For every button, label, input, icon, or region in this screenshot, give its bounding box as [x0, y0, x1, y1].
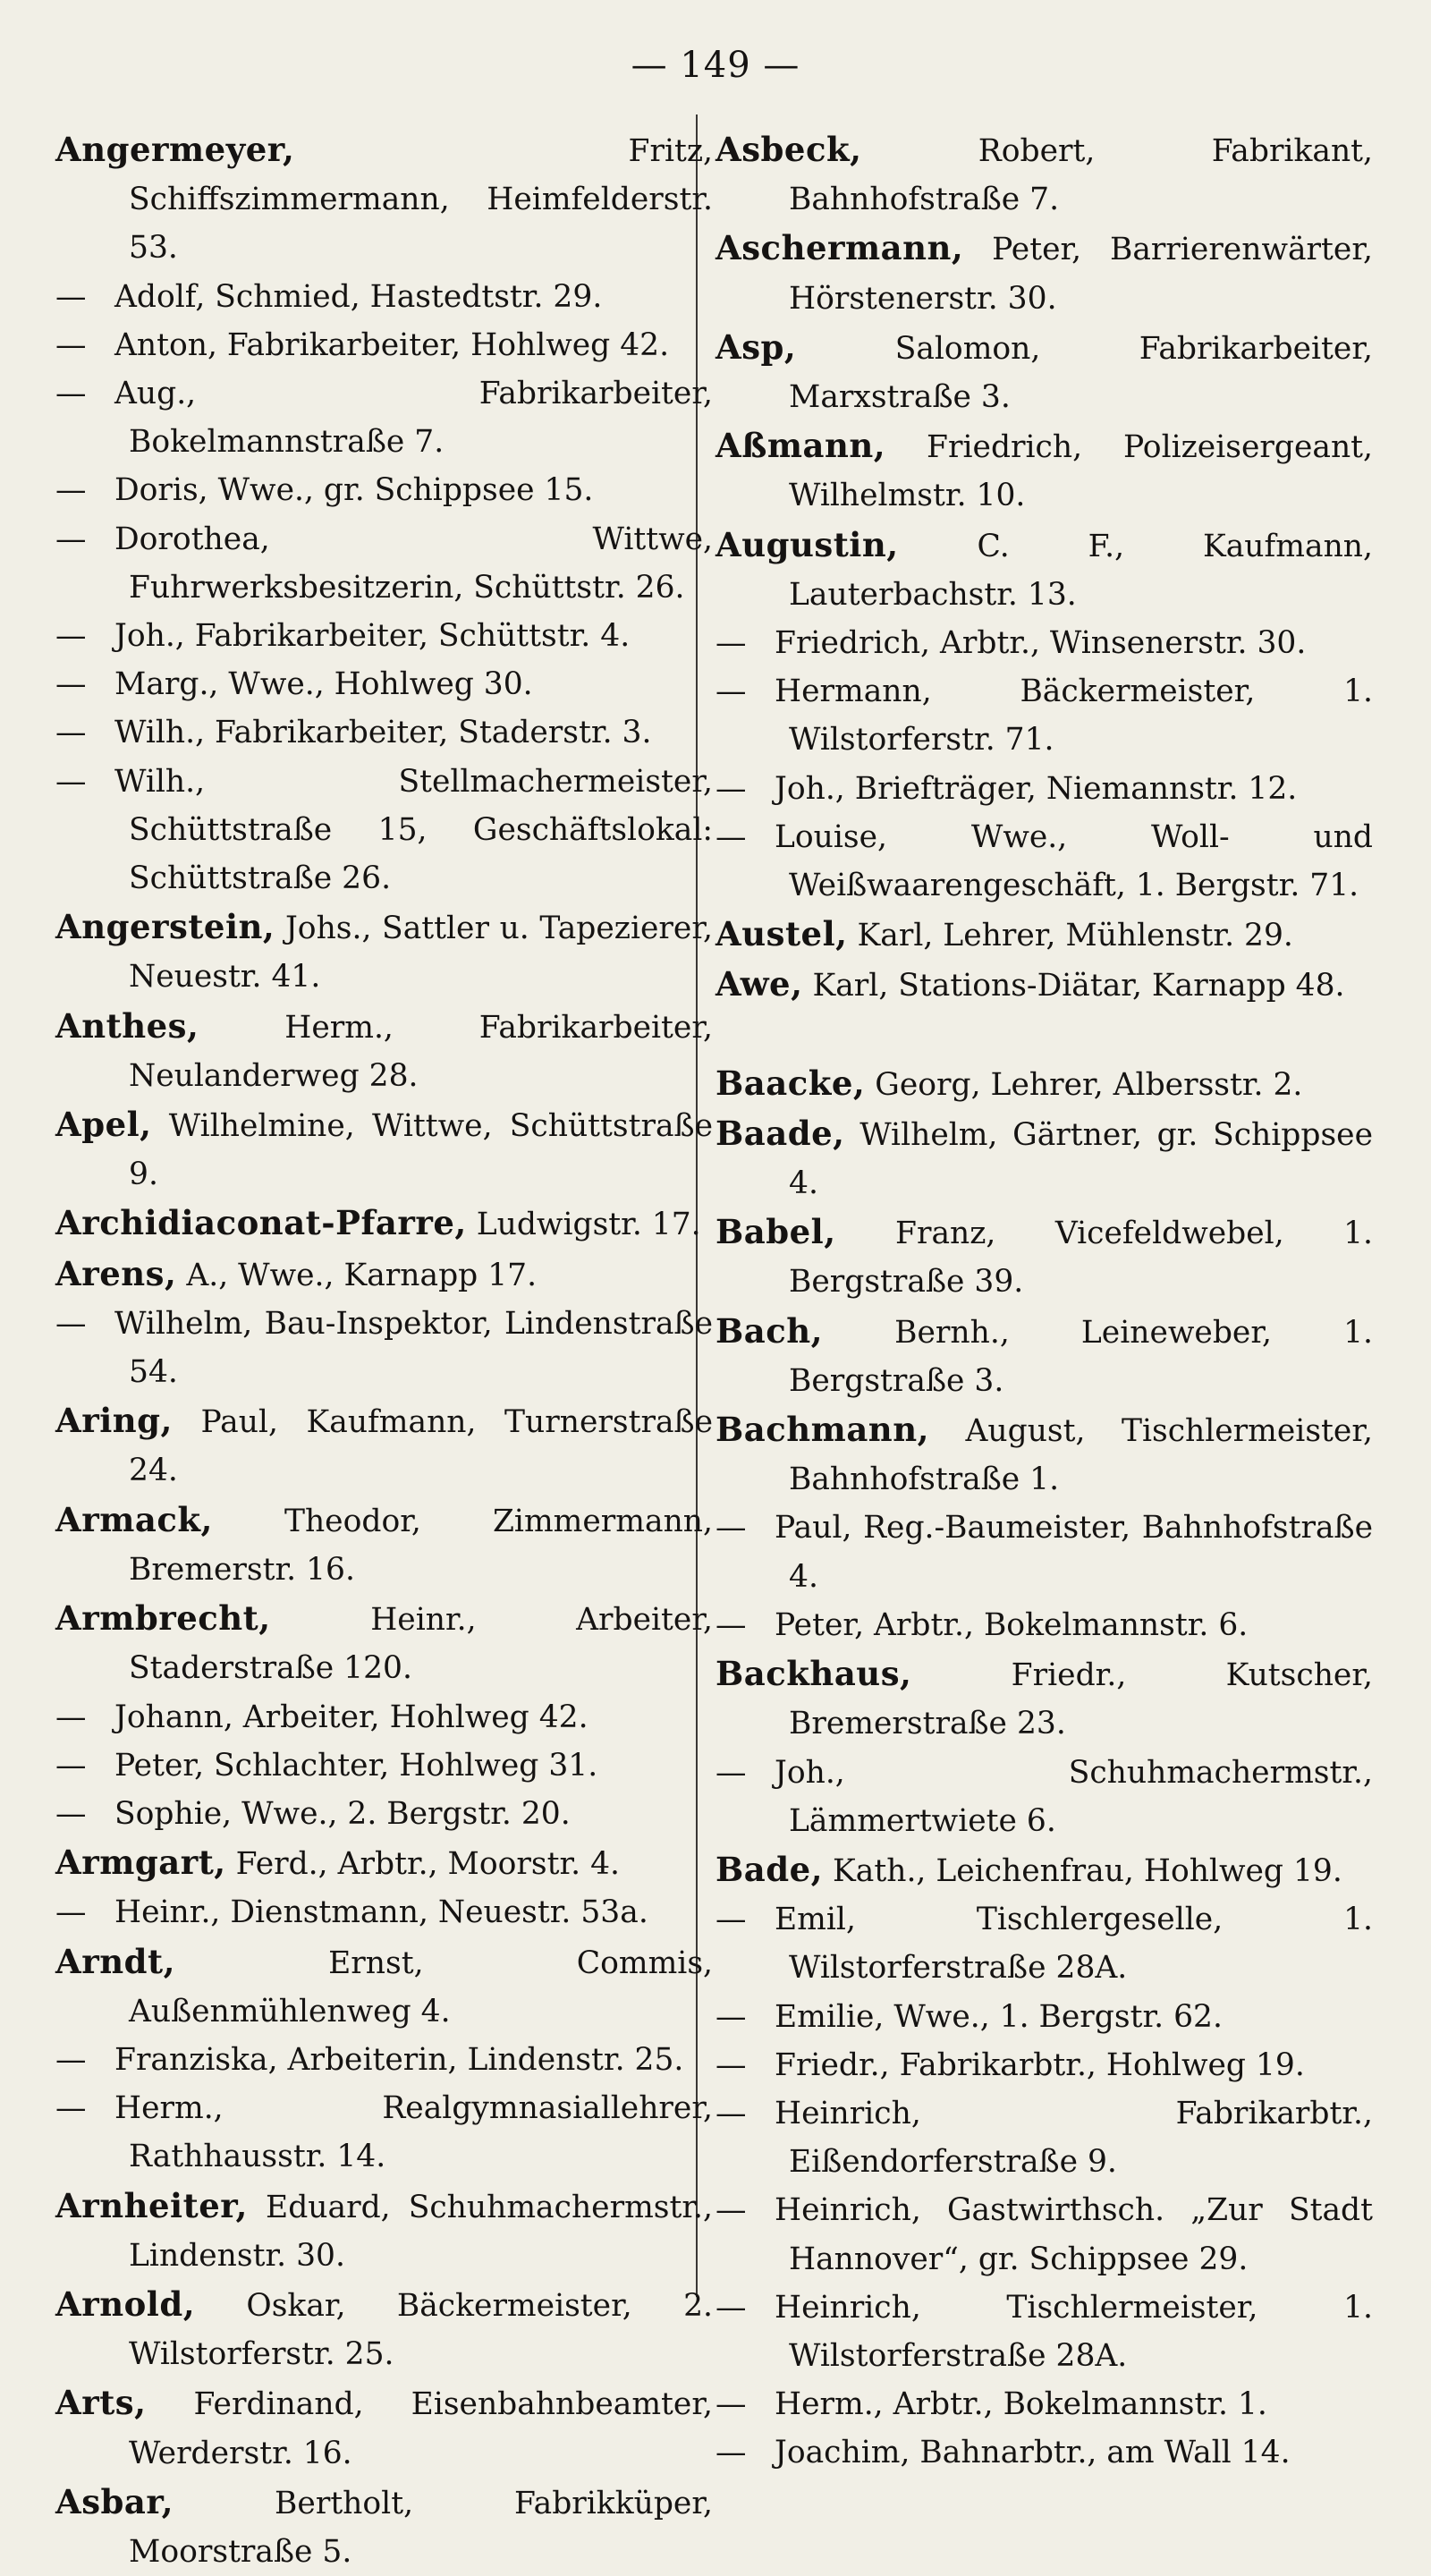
entry-surname: Angerstein,: [55, 907, 275, 947]
entry-details: Friedr., Kutscher, Bremerstraße 23.: [789, 1657, 1373, 1742]
entry-details: Paul, Kaufmann, Turnerstraße 24.: [129, 1404, 713, 1489]
ditto-dash: —: [716, 2386, 747, 2423]
ditto-dash: —: [55, 278, 87, 315]
directory-entry: [55, 1937, 713, 2036]
ditto-dash: —: [716, 625, 747, 662]
entry-details: Wilhelmine, Wittwe, Schüttstraße 9.: [129, 1108, 713, 1193]
entry-details: Ernst, Commis, Außenmühlenweg 4.: [129, 1945, 713, 2029]
entry-details: Johs., Sattler u. Tapezierer, Neuestr. 41.: [129, 911, 713, 996]
entry-surname: Augustin,: [716, 524, 899, 564]
entry-surname: Apel,: [55, 1105, 152, 1145]
directory-entry: [55, 1838, 713, 1888]
directory-subentry: [55, 660, 713, 708]
directory-entry: [716, 323, 1373, 421]
directory-entry: [716, 125, 1373, 224]
ditto-dash: —: [55, 326, 87, 363]
directory-entry: [716, 1845, 1373, 1895]
entry-details: Wilhelm, Bau-Inspektor, Lindenstraße 54.: [114, 1305, 713, 1391]
entry-details: Emilie, Wwe., 1. Bergstr. 62.: [775, 1998, 1223, 2035]
ditto-dash: —: [55, 2041, 87, 2078]
directory-subentry: [55, 369, 713, 466]
ditto-dash: —: [716, 2192, 747, 2229]
entry-details: Sophie, Wwe., 2. Bergstr. 20.: [114, 1795, 571, 1832]
ditto-dash: —: [55, 1795, 87, 1832]
entry-details: Wilhelm, Gärtner, gr. Schippsee 4.: [789, 1116, 1373, 1202]
directory-subentry: [55, 273, 713, 321]
entry-details: Heinrich, Tischlermeister, 1. Wilstorferstraße 28A.: [775, 2289, 1373, 2374]
entry-details: Heinrich, Fabrikarbtr., Eißendorferstraße 9.: [775, 2095, 1373, 2181]
entry-details: Peter, Barrierenwärter, Hörstenerstr. 30.: [789, 232, 1373, 317]
directory-subentry: [55, 1790, 713, 1838]
directory-subentry: [716, 2186, 1373, 2283]
ditto-dash: —: [716, 2095, 747, 2131]
entry-details: Adolf, Schmied, Hastedtstr. 29.: [114, 278, 603, 315]
entry-details: Kath., Leichenfrau, Hohlweg 19.: [823, 1852, 1342, 1889]
entry-details: Karl, Lehrer, Mühlenstr. 29.: [847, 918, 1293, 954]
directory-subentry: [55, 758, 713, 903]
entry-details: Wilh., Fabrikarbeiter, Staderstr. 3.: [114, 715, 652, 751]
entry-details: Louise, Wwe., Woll- und Weißwaarengeschäft, 1. Bergstr. 71.: [775, 818, 1373, 904]
directory-entry: [716, 1405, 1373, 1504]
entry-surname: Asbar,: [55, 2481, 174, 2521]
ditto-dash: —: [55, 1747, 87, 1784]
entry-details: Heinrich, Gastwirthsch. „Zur Stadt Hannover“, gr. Schippsee 29.: [775, 2192, 1373, 2277]
entry-details: Franziska, Arbeiterin, Lindenstr. 25.: [114, 2041, 684, 2078]
directory-entry: [716, 421, 1373, 520]
directory-entry: [716, 1208, 1373, 1306]
directory-subentry: [716, 1895, 1373, 1992]
directory-entry: [55, 2280, 713, 2378]
ditto-dash: —: [716, 818, 747, 855]
directory-entry: [716, 1307, 1373, 1405]
ditto-dash: —: [55, 666, 87, 703]
ditto-dash: —: [55, 376, 87, 412]
ditto-dash: —: [716, 2289, 747, 2326]
entry-details: August, Tischlermeister, Bahnhofstraße 1.: [789, 1413, 1373, 1498]
directory-entry: [55, 1250, 713, 1300]
entry-details: Ludwigstr. 17.: [466, 1207, 701, 1243]
entry-surname: Arnheiter,: [55, 2185, 248, 2225]
entry-details: C. F., Kaufmann, Lauterbachstr. 13.: [789, 528, 1373, 613]
directory-entry: [55, 1100, 713, 1199]
left-column: [55, 125, 713, 2576]
page-number: — 149 —: [631, 45, 800, 86]
entry-surname: Asbeck,: [716, 130, 862, 169]
entry-details: Friedrich, Polizeisergeant, Wilhelmstr. 10.: [789, 429, 1373, 514]
entry-details: Karl, Stations-Diätar, Karnapp 48.: [802, 968, 1345, 1004]
ditto-dash: —: [55, 2090, 87, 2127]
entry-details: Johann, Arbeiter, Hohlweg 42.: [114, 1699, 588, 1735]
directory-entry: [716, 960, 1373, 1010]
directory-entry: [55, 125, 713, 273]
entry-details: Ferd., Arbtr., Moorstr. 4.: [225, 1846, 621, 1883]
ditto-dash: —: [55, 472, 87, 509]
entry-surname: Austel,: [716, 914, 848, 954]
entry-details: Joh., Briefträger, Niemannstr. 12.: [775, 770, 1298, 807]
directory-subentry: [716, 2284, 1373, 2380]
entry-surname: Aschermann,: [716, 228, 964, 268]
entry-surname: Angermeyer,: [55, 130, 295, 169]
ditto-dash: —: [716, 1606, 747, 1643]
entry-details: Friedr., Fabrikarbtr., Hohlweg 19.: [775, 2046, 1305, 2083]
entry-details: Franz, Vicefeldwebel, 1. Bergstraße 39.: [789, 1216, 1373, 1301]
directory-subentry: [716, 2089, 1373, 2186]
directory-entry: [55, 2478, 713, 2576]
entry-surname: Asp,: [716, 326, 797, 367]
directory-entry: [55, 902, 713, 1001]
entry-surname: Armack,: [55, 1499, 213, 1539]
entry-details: Heinr., Dienstmann, Neuestr. 53a.: [114, 1894, 648, 1931]
entry-surname: Backhaus,: [716, 1654, 912, 1694]
entry-surname: Babel,: [716, 1212, 836, 1252]
entry-surname: Arens,: [55, 1253, 177, 1293]
entry-details: Aug., Fabrikarbeiter, Bokelmannstraße 7.: [114, 376, 713, 461]
directory-subentry: [716, 1601, 1373, 1649]
directory-subentry: [716, 619, 1373, 667]
directory-subentry: [716, 2041, 1373, 2089]
entry-surname: Bachmann,: [716, 1410, 929, 1450]
directory-entry: [55, 1496, 713, 1594]
directory-subentry: [55, 466, 713, 514]
directory-subentry: [716, 2380, 1373, 2428]
entry-details: Emil, Tischlergeselle, 1. Wilstorferstraße 28A.: [775, 1902, 1373, 1987]
entry-details: Hermann, Bäckermeister, 1. Wilstorferstr. 71.: [775, 674, 1373, 758]
ditto-dash: —: [55, 763, 87, 800]
entry-surname: Bade,: [716, 1849, 824, 1889]
section-gap: [716, 1011, 1373, 1059]
entry-details: Eduard, Schuhmachermstr., Lindenstr. 30.: [129, 2189, 713, 2274]
ditto-dash: —: [716, 1902, 747, 1938]
entry-details: Joh., Schuhmachermstr., Lämmertwiete 6.: [775, 1754, 1373, 1839]
entry-details: Salomon, Fabrikarbeiter, Marxstraße 3.: [789, 330, 1373, 416]
directory-subentry: [55, 1300, 713, 1396]
entry-surname: Arnold,: [55, 2284, 196, 2324]
entry-surname: Aring,: [55, 1401, 173, 1441]
entry-details: Paul, Reg.-Baumeister, Bahnhofstraße 4.: [775, 1510, 1373, 1595]
ditto-dash: —: [55, 1305, 87, 1342]
entry-surname: Arndt,: [55, 1941, 175, 1981]
ditto-dash: —: [716, 770, 747, 807]
directory-subentry: [55, 612, 713, 660]
entry-surname: Anthes,: [55, 1005, 199, 1046]
directory-subentry: [716, 765, 1373, 813]
entry-surname: Armbrecht,: [55, 1598, 271, 1639]
entry-surname: Baacke,: [716, 1063, 866, 1103]
entry-details: Doris, Wwe., gr. Schippsee 15.: [114, 472, 594, 509]
ditto-dash: —: [55, 715, 87, 751]
ditto-dash: —: [716, 1998, 747, 2035]
ditto-dash: —: [716, 1754, 747, 1791]
directory-entry: [55, 1199, 713, 1249]
entry-details: Herm., Arbtr., Bokelmannstr. 1.: [775, 2386, 1267, 2423]
directory-entry: [716, 521, 1373, 619]
entry-details: Fritz, Schiffszimmermann, Heimfelderstr. 53.: [129, 133, 713, 267]
directory-entry: [716, 1649, 1373, 1748]
entry-details: Anton, Fabrikarbeiter, Hohlweg 42.: [114, 326, 670, 363]
entry-details: Oskar, Bäckermeister, 2. Wilstorferstr. 25.: [129, 2287, 713, 2373]
entry-details: Wilh., Stellmachermeister, Schüttstraße 15, Geschäftslokal: Schüttstraße 26.: [114, 763, 713, 897]
entry-details: Peter, Arbtr., Bokelmannstr. 6.: [775, 1606, 1249, 1643]
entry-surname: Aßmann,: [716, 426, 886, 466]
directory-subentry: [716, 1504, 1373, 1600]
directory-subentry: [55, 1693, 713, 1741]
directory-entry: [55, 1594, 713, 1692]
directory-subentry: [716, 1749, 1373, 1845]
directory-entry: [55, 1396, 713, 1495]
ditto-dash: —: [716, 2435, 747, 2471]
directory-subentry: [55, 2084, 713, 2181]
ditto-dash: —: [716, 674, 747, 710]
right-column: [716, 125, 1373, 2478]
directory-subentry: [716, 1993, 1373, 2041]
directory-entry: [55, 2182, 713, 2280]
directory-entry: [716, 910, 1373, 960]
ditto-dash: —: [55, 1699, 87, 1735]
entry-surname: Arts,: [55, 2383, 147, 2423]
entry-details: Herm., Realgymnasiallehrer, Rathhausstr. 14.: [114, 2090, 713, 2175]
ditto-dash: —: [55, 1894, 87, 1931]
directory-subentry: [55, 2036, 713, 2084]
directory-subentry: [55, 321, 713, 369]
ditto-dash: —: [55, 618, 87, 655]
entry-surname: Archidiaconat-Pfarre,: [55, 1203, 467, 1243]
directory-subentry: [716, 667, 1373, 764]
directory-subentry: [55, 1888, 713, 1936]
entry-details: Dorothea, Wittwe, Fuhrwerksbesitzerin, Schüttstr. 26.: [114, 521, 713, 606]
directory-subentry: [716, 813, 1373, 910]
entry-details: Peter, Schlachter, Hohlweg 31.: [114, 1747, 598, 1784]
entry-details: Theodor, Zimmermann, Bremerstr. 16.: [129, 1503, 713, 1588]
entry-details: Robert, Fabrikant, Bahnhofstraße 7.: [789, 133, 1373, 218]
entry-details: Joachim, Bahnarbtr., am Wall 14.: [775, 2435, 1291, 2471]
entry-details: Georg, Lehrer, Albersstr. 2.: [865, 1066, 1303, 1103]
entry-surname: Bach,: [716, 1310, 824, 1351]
entry-details: A., Wwe., Karnapp 17.: [176, 1257, 538, 1293]
ditto-dash: —: [55, 521, 87, 557]
directory-entry: [55, 1002, 713, 1100]
entry-details: Heinr., Arbeiter, Staderstraße 120.: [129, 1602, 713, 1687]
entry-details: Ferdinand, Eisenbahnbeamter, Werderstr. 16.: [129, 2386, 713, 2471]
entry-details: Herm., Fabrikarbeiter, Neulanderweg 28.: [129, 1009, 713, 1094]
ditto-dash: —: [716, 2046, 747, 2083]
entry-surname: Awe,: [716, 964, 803, 1004]
directory-entry: [716, 1059, 1373, 1109]
directory-subentry: [716, 2428, 1373, 2477]
directory-subentry: [55, 515, 713, 612]
entry-surname: Baade,: [716, 1113, 845, 1153]
directory-subentry: [55, 708, 713, 757]
entry-details: Bertholt, Fabrikküper, Moorstraße 5.: [129, 2485, 713, 2570]
directory-entry: [716, 224, 1373, 322]
entry-details: Friedrich, Arbtr., Winsenerstr. 30.: [775, 625, 1307, 662]
entry-details: Marg., Wwe., Hohlweg 30.: [114, 666, 533, 703]
entry-details: Joh., Fabrikarbeiter, Schüttstr. 4.: [114, 618, 631, 655]
directory-subentry: [55, 1741, 713, 1790]
entry-surname: Armgart,: [55, 1843, 226, 1883]
directory-entry: [716, 1109, 1373, 1208]
entry-details: Bernh., Leineweber, 1. Bergstraße 3.: [789, 1314, 1373, 1399]
ditto-dash: —: [716, 1510, 747, 1546]
